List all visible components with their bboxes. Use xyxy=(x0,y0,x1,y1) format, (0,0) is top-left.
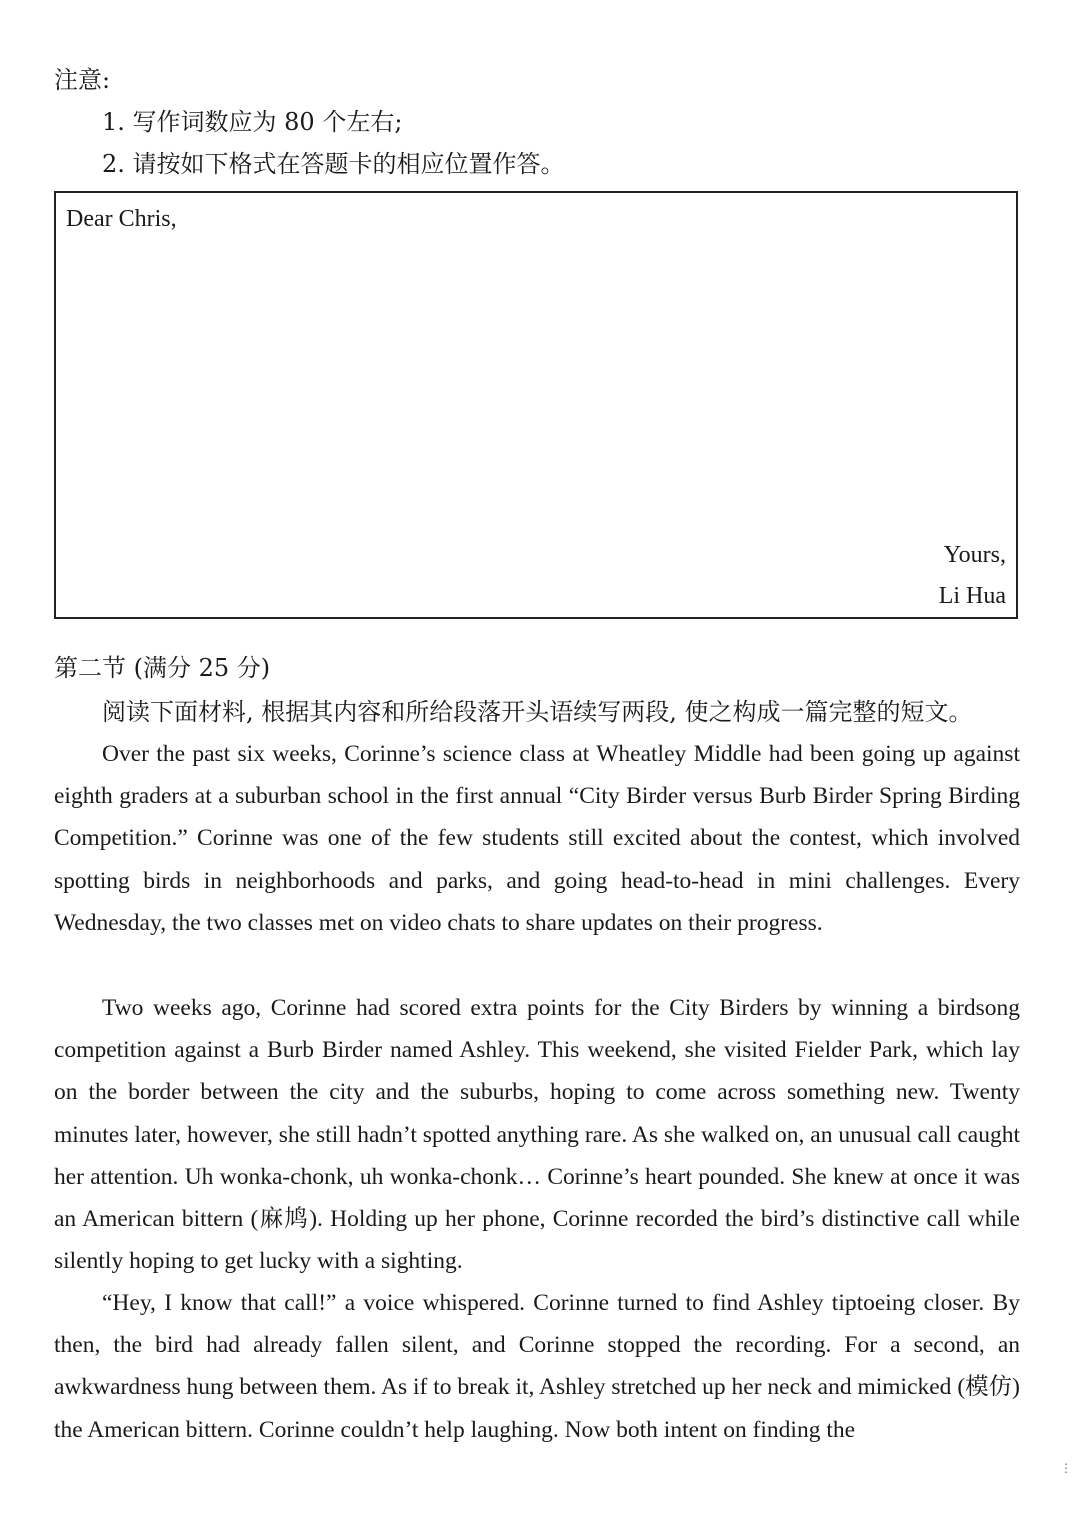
letter-closing: Yours, xyxy=(943,542,1006,568)
note-item-answer-format: 2. 请按如下格式在答题卡的相应位置作答。 xyxy=(102,150,565,178)
passage-paragraph-3: “Hey, I know that call!” a voice whispered. Corinne turned to find Ashley tiptoeing closer. By then, the bird had already fallen silent, and Corinne stopped the recording. For a second, an awkwardness hung between them. As if to break it, Ashley stretched up her neck and mimicked (模仿) the American bittern. Corinne couldn’t help laughing. Now both intent on finding the xyxy=(54,1290,1020,1443)
section-instruction: 阅读下面材料, 根据其内容和所给段落开头语续写两段, 使之构成一篇完整的短文。 xyxy=(102,698,973,726)
note-item-word-count: 1. 写作词数应为 80 个左右; xyxy=(102,108,403,136)
passage-paragraph-1: Over the past six weeks, Corinne’s science class at Wheatley Middle had been going up against eighth graders at a suburban school in the first annual “City Birder versus Burb Birder Spring Birding Competition.” Corinne was one of the few students still excited about the contest, which involved spotting birds in neighborhoods and parks, and going head-to-head in mini challenges. Every Wednesday, the two classes met on video chats to share updates on their progress. xyxy=(54,741,1020,936)
passage-paragraph-2: Two weeks ago, Corinne had scored extra points for the City Birders by winning a birdsong competition against a Burb Birder named Ashley. This weekend, she visited Fielder Park, which lay on the border between the city and the suburbs, hoping to come across something new. Twenty minutes later, however, she still hadn’t spotted anything rare. As she walked on, an unusual call caught her attention. Uh wonka-chonk, uh wonka-chonk… Corinne’s heart pounded. She knew at once it was an American bittern (麻鸠). Holding up her phone, Corinne recorded the bird’s distinctive call while silently hoping to get lucky with a sighting. xyxy=(54,995,1020,1275)
letter-answer-box xyxy=(54,191,1018,619)
scan-edge-mark: ⋮ xyxy=(1060,1461,1072,1475)
letter-salutation: Dear Chris, xyxy=(66,206,177,232)
notes-title: 注意: xyxy=(54,66,111,94)
letter-signature: Li Hua xyxy=(938,583,1006,609)
section-title: 第二节 (满分 25 分) xyxy=(54,654,271,682)
